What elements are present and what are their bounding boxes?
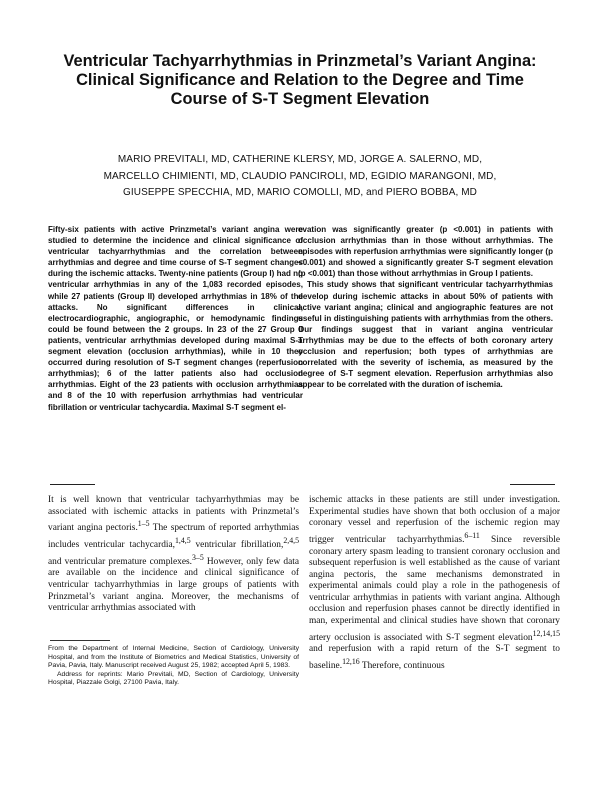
footnote-divider <box>50 640 110 641</box>
author-line-1: MARIO PREVITALI, MD, CATHERINE KLERSY, MD, JORGE A. SALERNO, MD, <box>117 154 483 165</box>
author-line-2: MARCELLO CHIMIENTI, MD, CLAUDIO PANCIROLI, MD, EGIDIO MARANGONI, MD, <box>103 170 497 182</box>
reference-superscript: 2,4,5 <box>283 535 299 545</box>
body-left-column <box>48 495 299 615</box>
abstract-right-column <box>298 224 553 390</box>
abstract-paragraph: evation was significantly greater (p <0.001) in patients with occlusion arrhythmias than in those without arrhythmias. The episodes with reperfusion arrhythmias were significantly longer (p <0.001) and showed a significantly greater S-T segment elevation (p <0.001) than those without arrhythmias in Group I patients. <box>298 225 553 279</box>
body-text: It is well known that ventricular tachyarrhythmias may be associated with ischemic attacks in patients with Prinzmetal’s variant angina pectoris. <box>48 495 299 534</box>
body-text: and ventricular premature complexes. <box>48 556 193 567</box>
reference-superscript: 12,16 <box>342 656 360 666</box>
title-line-2: Clinical Significance and Relation to the Degree and Time <box>76 71 524 89</box>
reference-superscript: 12,14,15 <box>532 628 560 638</box>
title-line-3: Course of S-T Segment Elevation <box>170 90 430 108</box>
reference-superscript: 6–11 <box>464 530 480 540</box>
abstract-paragraph: This study shows that significant ventricular tachyarrhythmias develop during ischemic attacks in about 50% of patients with active variant angina; clinical and angiographic features are not useful in distinguishing patients with arrhythmias from the others. Our findings suggest that in variant angina ventricular arrhythmias may be due to the effects of both coronary artery occlusion and reperfusion; both types of arrhythmias are correlated with the severity of ischemia, as measured by the degree of S-T segment elevation. Reperfusion arrhythmias also appear to be correlated with the duration of ischemia. <box>298 280 553 390</box>
reference-superscript: 3–5 <box>192 552 204 562</box>
body-text: Since reversible coronary artery spasm leading to transient coronary occlusion and subsequent reperfusion is well established as the cause of variant angina pectoris, the same mechanisms demonstrated in experimental animals could play a role in the pathogenesis of ventricular arrhythmias in patients with variant angina. Although occlusion and reperfusion phases cannot be directly identified in man, experimental and clinical studies have shown that coronary artery occlusion is associated with S-T segment elevation <box>309 534 560 643</box>
author-line-3: GIUSEPPE SPECCHIA, MD, MARIO COMOLLI, MD, and PIERO BOBBA, MD <box>123 187 477 198</box>
abstract-left-column <box>48 224 303 413</box>
body-text: and reperfusion with a rapid return of the S-T segment to baseline. <box>309 644 560 672</box>
footnote-affiliation: From the Department of Internal Medicine, Section of Cardiology, University Hospital, and from the Institute of Biometrics and Medical Statistics, University of Pavia, Pavia, Italy. Manuscript received August 25, 1982; accepted April 5, 1983. <box>48 645 299 670</box>
reference-superscript: 1,4,5 <box>175 535 191 545</box>
author-list <box>40 152 560 202</box>
body-paragraph <box>309 495 560 673</box>
reference-superscript: 1–5 <box>137 519 150 529</box>
title-line-1: Ventricular Tachyarrhythmias in Prinzmetal’s Variant Angina: <box>63 52 537 70</box>
body-paragraph <box>48 495 299 615</box>
footnote-reprints: Address for reprints: Mario Previtali, MD, Section of Cardiology, University Hospital, Piazzale Golgi, 27100 Pavia, Italy. <box>48 670 299 687</box>
section-divider <box>50 484 95 485</box>
body-text: ischemic attacks in these patients are still under investigation. Experimental studies have shown that both occlusion of a major coronary vessel and reperfusion of the ischemic region may trigger ventricular tachyarrhythmias. <box>309 495 560 545</box>
body-text: However, only few data are available on the incidence and clinical significance of ventricular tachyarrhythmias in large groups of patients with Prinzmetal’s variant angina. Moreover, the mechanisms of ventricular arrhythmias associated with <box>48 556 299 614</box>
body-right-column <box>309 495 560 673</box>
body-text: The spectrum of reported arrhythmias includes ventricular tachycardia, <box>48 523 300 551</box>
body-text: ventricular fibrillation, <box>190 540 284 551</box>
article-title <box>40 52 560 109</box>
section-divider <box>510 484 555 485</box>
abstract-paragraph: Fifty-six patients with active Prinzmetal’s variant angina were studied to determine the incidence and clinical significance of ventricular tachyarrhythmias and the correlation between arrhythmias and degree and time course of S-T segment changes during the ischemic attacks. Twenty-nine patients (Group I) had no ventricular arrhythmias in any of the 1,083 recorded episodes, while 27 patients (Group II) developed arrhythmias in 18% of the attacks. No significant differences in clinical, electrocardiographic, angiographic, or hemodynamic findings could be found between the 2 groups. In 23 of the 27 Group II patients, ventricular arrhythmias developed during maximal S-T segment elevation (occlusion arrhythmias), while in 10 they occurred during resolution of S-T segment changes (reperfusion arrhythmias); 6 of the latter patients also had occlusion arrhythmias. Eight of the 23 patients with occlusion arrhythmias and 8 of the 10 with reperfusion arrhythmias had ventricular fibrillation or ventricular tachycardia. Maximal S-T segment el- <box>48 225 303 412</box>
footnote <box>48 645 299 688</box>
body-text: Therefore, continuous <box>359 661 445 672</box>
